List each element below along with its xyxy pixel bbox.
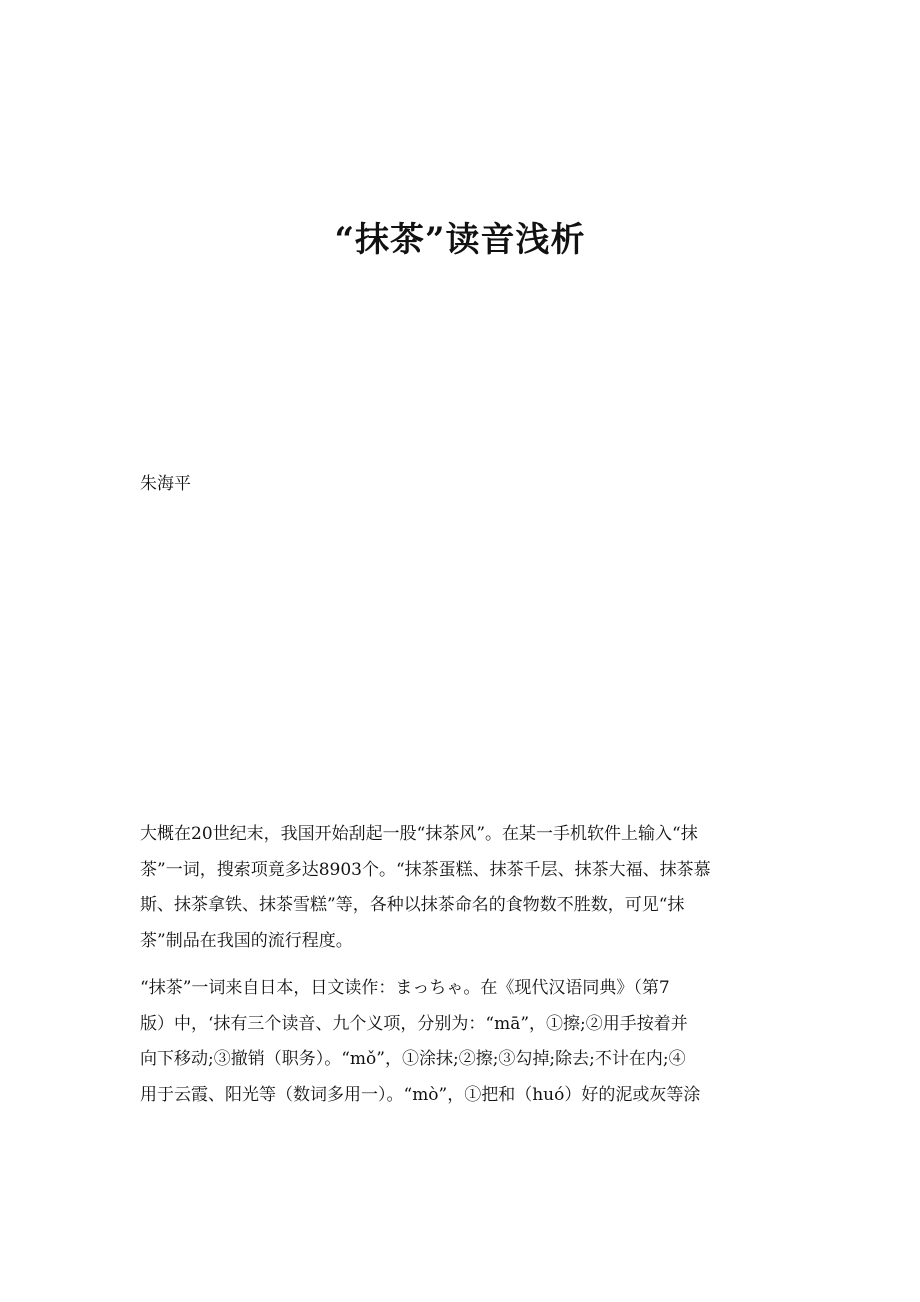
paragraph-line: 斯、抹茶拿铁、抹茶雪糕”等，各种以抹茶命名的食物数不胜数，可见“抹 (140, 895, 685, 915)
paragraph-line: 向下移动;③撤销（职务）。“mǒ”，①涂抹;②擦;③勾掉;除去;不计在内;④ (140, 1049, 686, 1069)
paragraph-line: “抹茶”一词来自日本，日文读作：まっちゃ。在《现代汉语同典》（第7 (140, 978, 670, 998)
paragraph-1 (140, 817, 780, 959)
author-name: 朱海平 (140, 474, 191, 494)
paragraph-line: 版）中，‘抹有三个读音、九个义项，分别为：“mā”，①擦;②用手按着并 (140, 1013, 688, 1034)
paragraph-2 (140, 971, 780, 1113)
paragraph-line: 用于云霞、阳光等（数词多用一）。“mò”，①把和（huó）好的泥或灰等涂 (140, 1084, 701, 1105)
paragraph-line: 茶”制品在我国的流行程度。 (140, 930, 353, 951)
document-title: “抹茶”读音浅析 (334, 220, 586, 260)
paragraph-line: 大概在20世纪末，我国开始刮起一股“抹茶风”。在某一手机软件上输入“抹 (140, 824, 698, 844)
document-body (140, 817, 780, 1125)
paragraph-line: 茶”一词，搜索项竟多达8903个。“抹茶蛋糕、抹茶千层、抹茶大福、抹茶慕 (140, 859, 711, 880)
